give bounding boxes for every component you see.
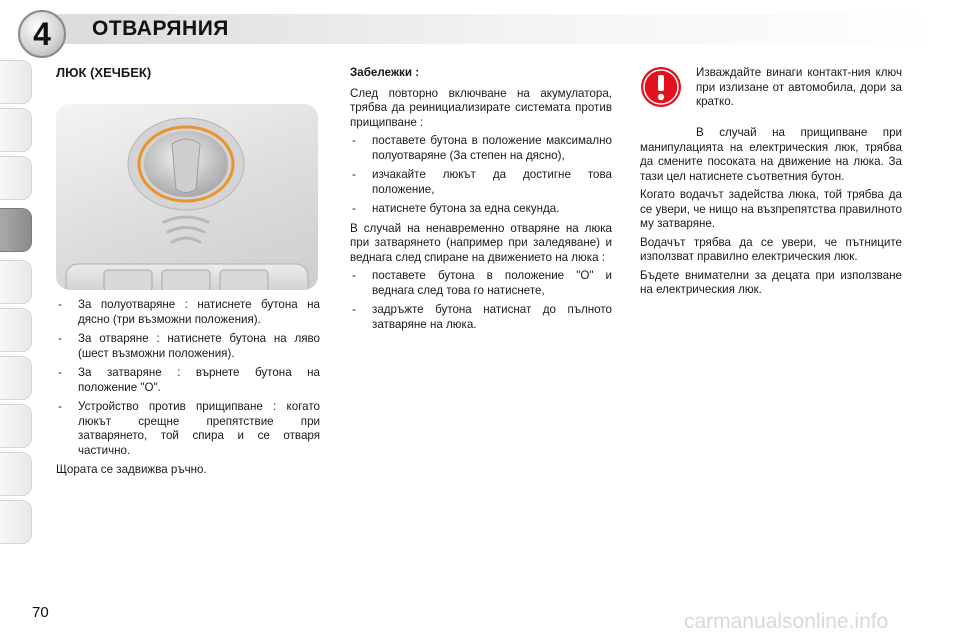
reinit-steps xyxy=(350,134,612,217)
chapter-number-badge xyxy=(18,10,66,58)
chapter-tab[interactable] xyxy=(0,156,32,200)
notes-title: Забележки : xyxy=(350,66,420,79)
left-column xyxy=(56,66,320,89)
list-item: - натиснете бутона за една секунда. xyxy=(350,202,612,217)
section-title: ЛЮК (ХЕЧБЕК) xyxy=(56,65,152,80)
right-paragraph: Когато водачът задейства люка, той трябва да се увери, че нищо на възпрепятства правилното му затваряне. xyxy=(640,188,902,230)
middle-column xyxy=(350,66,612,337)
watermark: carmanualsonline.info xyxy=(684,610,889,633)
list-item: - поставете бутона в положение "О" и веднага след това го натиснете, xyxy=(350,269,612,298)
left-instructions xyxy=(56,298,320,482)
list-item: - задръжте бутона натиснат до пълното затваряне на люка. xyxy=(350,303,612,332)
right-column xyxy=(640,126,902,302)
list-item: - Устройство против прищипване : когато люкът срещне препятствие при затварянето, той спира и се отваря частично. xyxy=(56,400,320,458)
chapter-tab[interactable] xyxy=(0,404,32,448)
sunroof-control-photo xyxy=(56,104,318,290)
chapter-tab-active[interactable] xyxy=(0,208,32,252)
list-item: - За полуотваряне : натиснете бутона на дясно (три възможни положения). xyxy=(56,298,320,327)
chapter-title: ОТВАРЯНИЯ xyxy=(92,17,229,40)
list-item: - поставете бутона в положение максимално полуотваряне (За степен на дясно), xyxy=(350,134,612,163)
instruction-list xyxy=(56,298,320,458)
sunroof-knob-illustration xyxy=(56,104,318,290)
close-steps xyxy=(350,269,612,332)
notes-intro: След повторно включване на акумулатора, трябва да реинициализирате системата против прищипване : xyxy=(350,86,612,129)
exclamation-circle-icon xyxy=(640,66,682,108)
chapter-tab[interactable] xyxy=(0,60,32,104)
right-paragraph: В случай на прищипване при манипулацията на електрическия люк, трябва да смените посоката на движение на люка. За тази цел натиснете съответния бутон. xyxy=(640,126,902,183)
blind-note: Щората се задвижва ръчно. xyxy=(56,463,207,476)
chapter-tab[interactable] xyxy=(0,108,32,152)
right-paragraph: Водачът трябва да се увери, че пътниците използват правилно електрическия люк. xyxy=(640,235,902,263)
chapter-tab[interactable] xyxy=(0,452,32,496)
list-item: - За отваряне : натиснете бутона на ляво (шест възможни положения). xyxy=(56,332,320,361)
page-number: 70 xyxy=(32,604,49,621)
right-paragraph: Бъдете внимателни за децата при използване на електрическия люк. xyxy=(640,268,902,296)
chapter-tabs xyxy=(0,60,34,578)
list-item: - За затваряне : върнете бутона на положение "О". xyxy=(56,366,320,395)
chapter-tab[interactable] xyxy=(0,308,32,352)
chapter-tab[interactable] xyxy=(0,260,32,304)
chapter-tab[interactable] xyxy=(0,500,32,544)
list-item: - изчакайте люкът да достигне това положение, xyxy=(350,168,612,197)
notes-paragraph: В случай на ненавременно отваряне на люка при затварянето (например при заледяване) и веднага след спиране на движението на люка : xyxy=(350,221,612,264)
warning-text: Изваждайте винаги контакт-ния ключ при излизане от автомобила, дори за кратко. xyxy=(696,66,902,108)
chapter-number: 4 xyxy=(33,16,51,52)
chapter-tab[interactable] xyxy=(0,356,32,400)
